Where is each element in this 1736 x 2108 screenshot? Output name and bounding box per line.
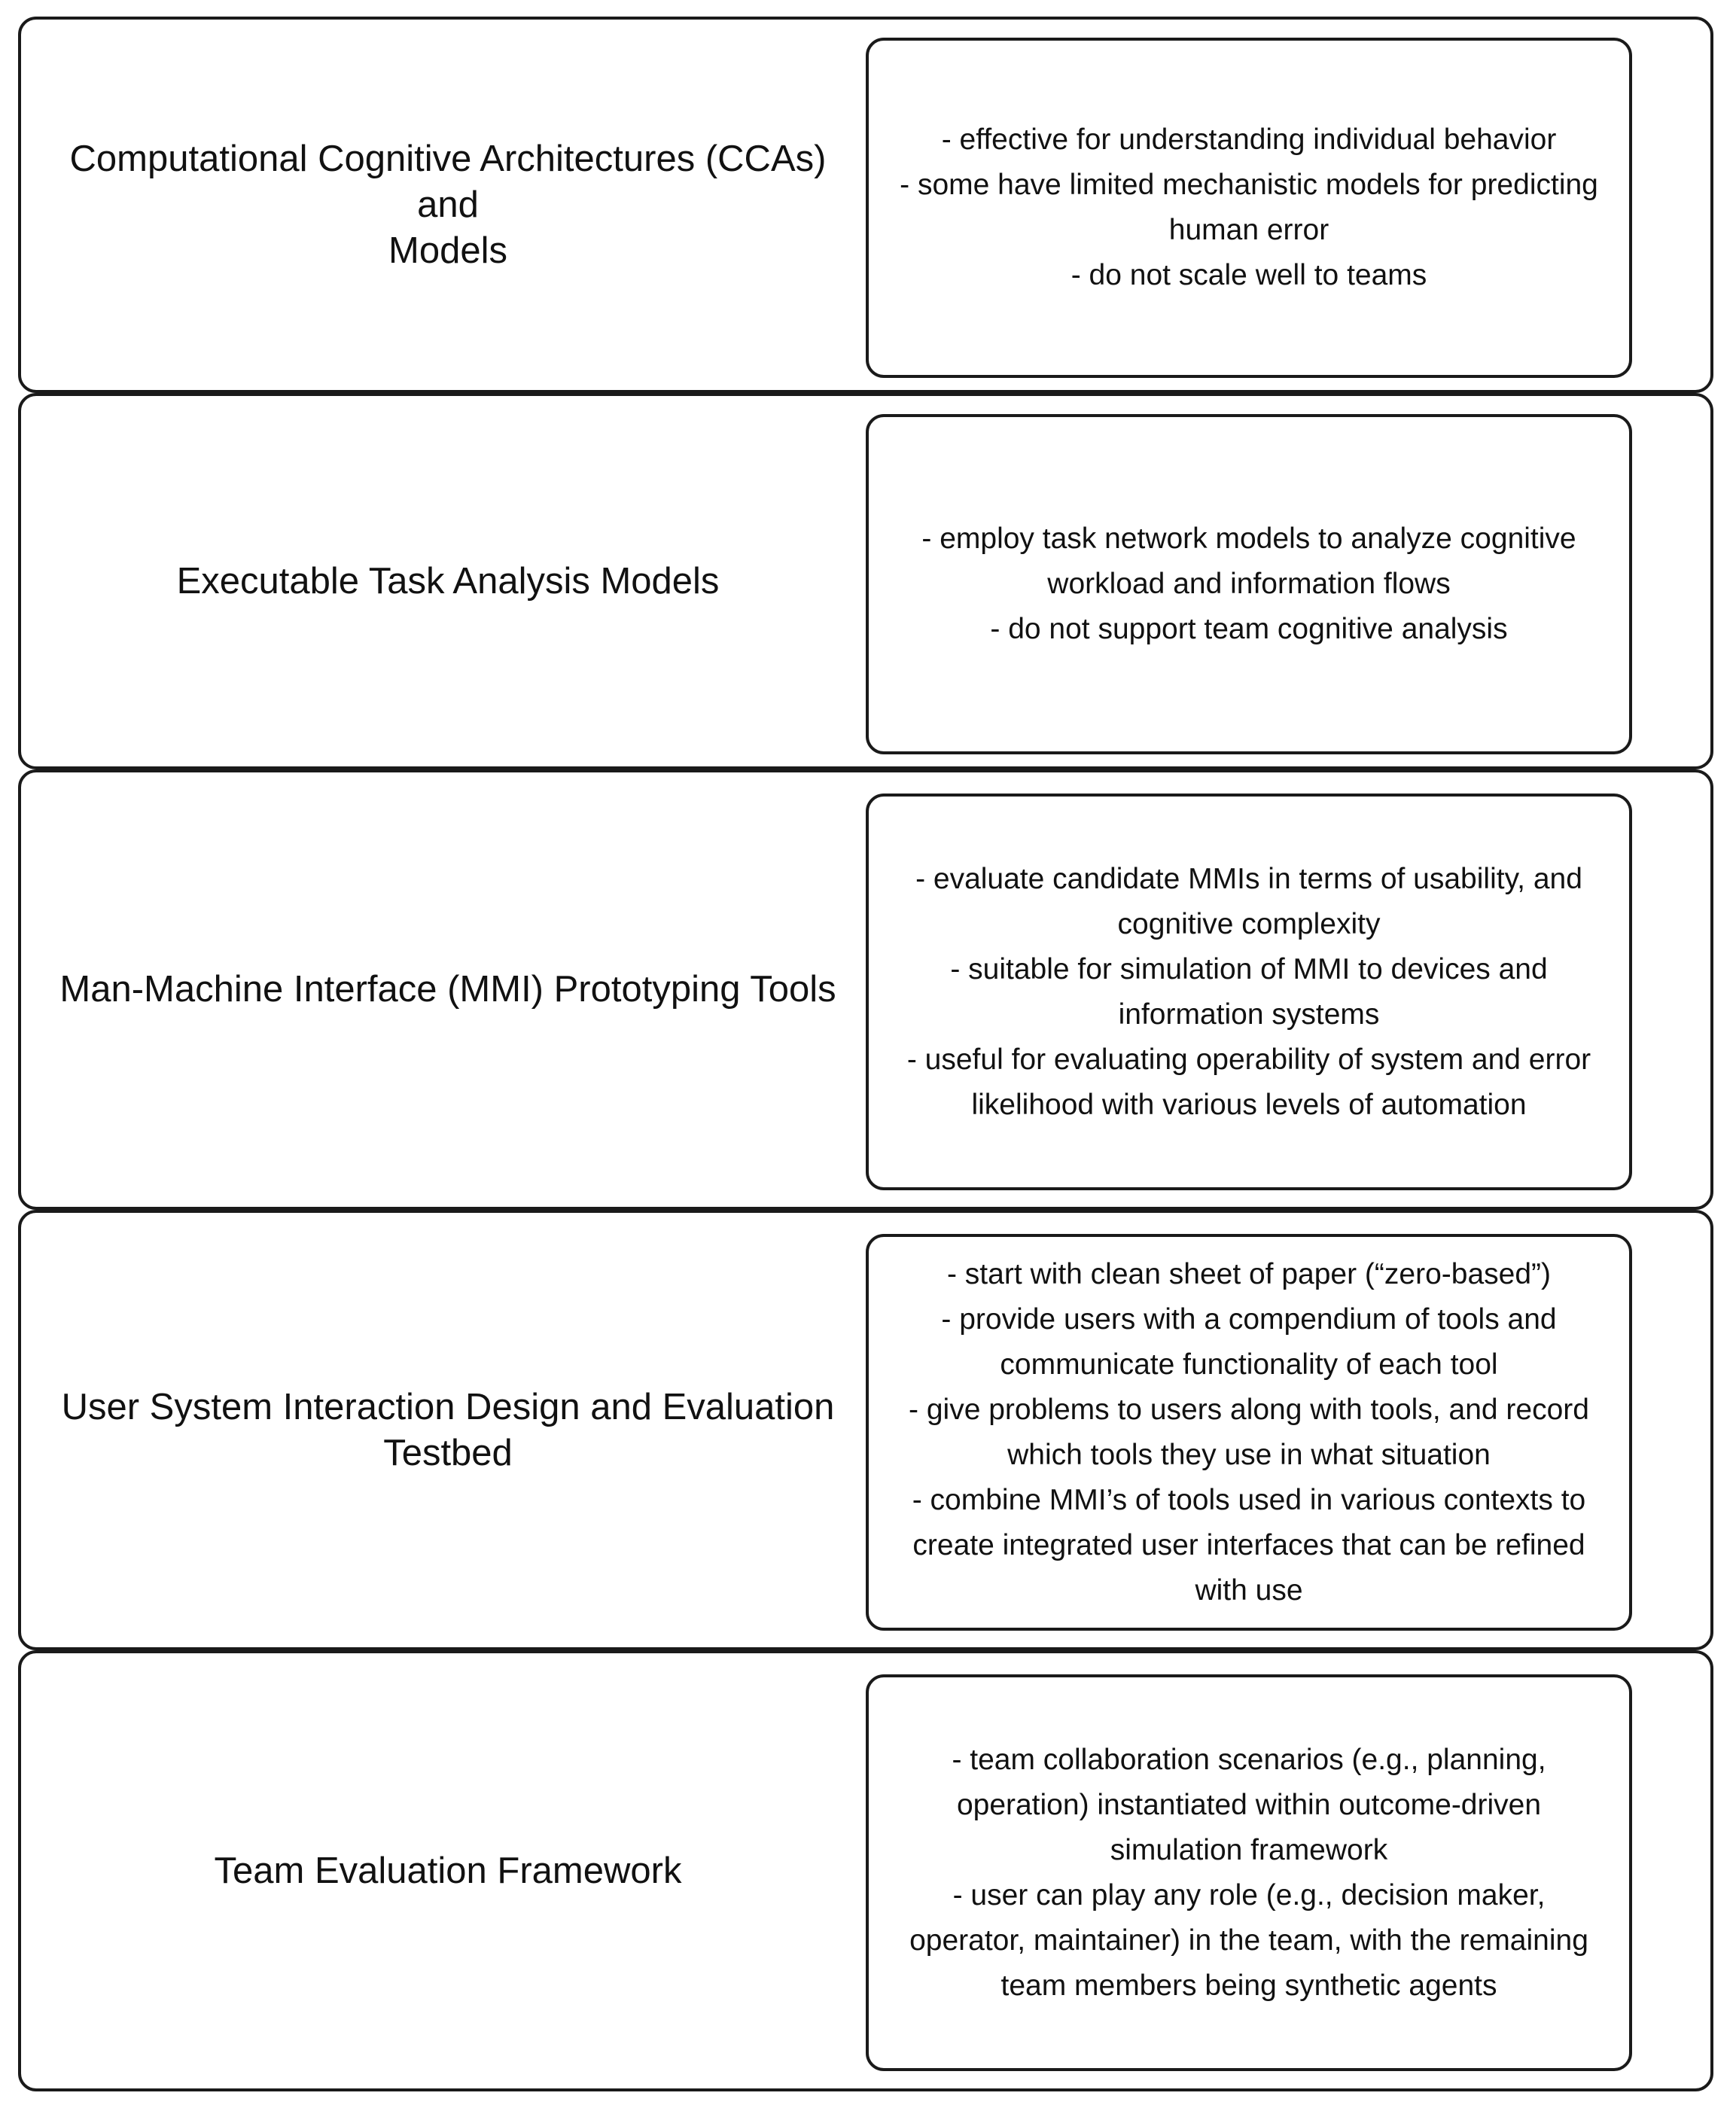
description-line: with use (1195, 1573, 1303, 1607)
row-title (27, 1653, 869, 2088)
row-title (27, 20, 869, 390)
row-description-box (866, 1234, 1632, 1631)
row-title (27, 396, 869, 766)
description-line: human error (1168, 214, 1329, 246)
row-title-line: User System Interaction Design and Evaluation (61, 1386, 835, 1427)
row-computational-cognitive-architectures (18, 17, 1713, 393)
description-line: team members being synthetic agents (1000, 1969, 1497, 2002)
description-line: - useful for evaluating operability of system and error (906, 1043, 1591, 1076)
row-title (27, 1213, 869, 1647)
description-line: information systems (1118, 998, 1380, 1031)
description-line: operator, maintainer) in the team, with the remaining (909, 1924, 1588, 1957)
description-line: - effective for understanding individual behavior (941, 123, 1557, 156)
row-team-evaluation-framework (18, 1650, 1713, 2091)
row-description-box (866, 1674, 1632, 2071)
row-title-line: Executable Task Analysis Models (176, 560, 720, 602)
description-line: - evaluate candidate MMIs in terms of usability, and (915, 862, 1582, 895)
description-line: workload and information flows (1047, 568, 1451, 600)
description-line: create integrated user interfaces that can be refined (912, 1528, 1585, 1561)
row-title-line: Man-Machine Interface (MMI) Prototyping Tools (59, 969, 836, 1010)
description-line: - employ task network models to analyze cognitive (921, 522, 1576, 555)
description-line: communicate functionality of each tool (1000, 1348, 1498, 1381)
description-line: cognitive complexity (1117, 907, 1381, 940)
description-line: - combine MMI’s of tools used in various contexts to (912, 1483, 1586, 1516)
description-line: - team collaboration scenarios (e.g., planning, (952, 1743, 1546, 1776)
row-title-line: Models (388, 230, 507, 271)
description-line: - user can play any role (e.g., decision maker, (952, 1878, 1546, 1912)
description-line: which tools they use in what situation (1007, 1438, 1491, 1471)
description-line: operation) instantiated within outcome-driven (956, 1788, 1542, 1821)
row-executable-task-analysis-models (18, 393, 1713, 769)
description-line: - suitable for simulation of MMI to devices and (950, 952, 1548, 985)
description-line: - do not scale well to teams (1071, 259, 1427, 291)
row-title-line: Team Evaluation Framework (214, 1850, 682, 1891)
description-line: - some have limited mechanistic models for predicting (900, 169, 1598, 201)
description-line: - start with clean sheet of paper (“zero-based”) (946, 1257, 1551, 1290)
row-title-line: Computational Cognitive Architectures (CCAs) (69, 138, 827, 179)
description-line: simulation framework (1110, 1833, 1388, 1866)
row-title-line: Testbed (383, 1432, 513, 1473)
row-title-line: and (417, 184, 479, 225)
description-line: - provide users with a compendium of tools and (941, 1302, 1557, 1336)
row-description-box (866, 794, 1632, 1190)
row-description-box (866, 38, 1632, 378)
row-description-box (866, 414, 1632, 754)
description-line: - do not support team cognitive analysis (990, 613, 1508, 645)
description-line: - give problems to users along with tools, and record (909, 1393, 1589, 1426)
row-mmi-prototyping-tools (18, 769, 1713, 1210)
description-line: likelihood with various levels of automation (971, 1088, 1527, 1121)
row-title (27, 772, 869, 1207)
row-user-system-interaction-testbed (18, 1210, 1713, 1650)
